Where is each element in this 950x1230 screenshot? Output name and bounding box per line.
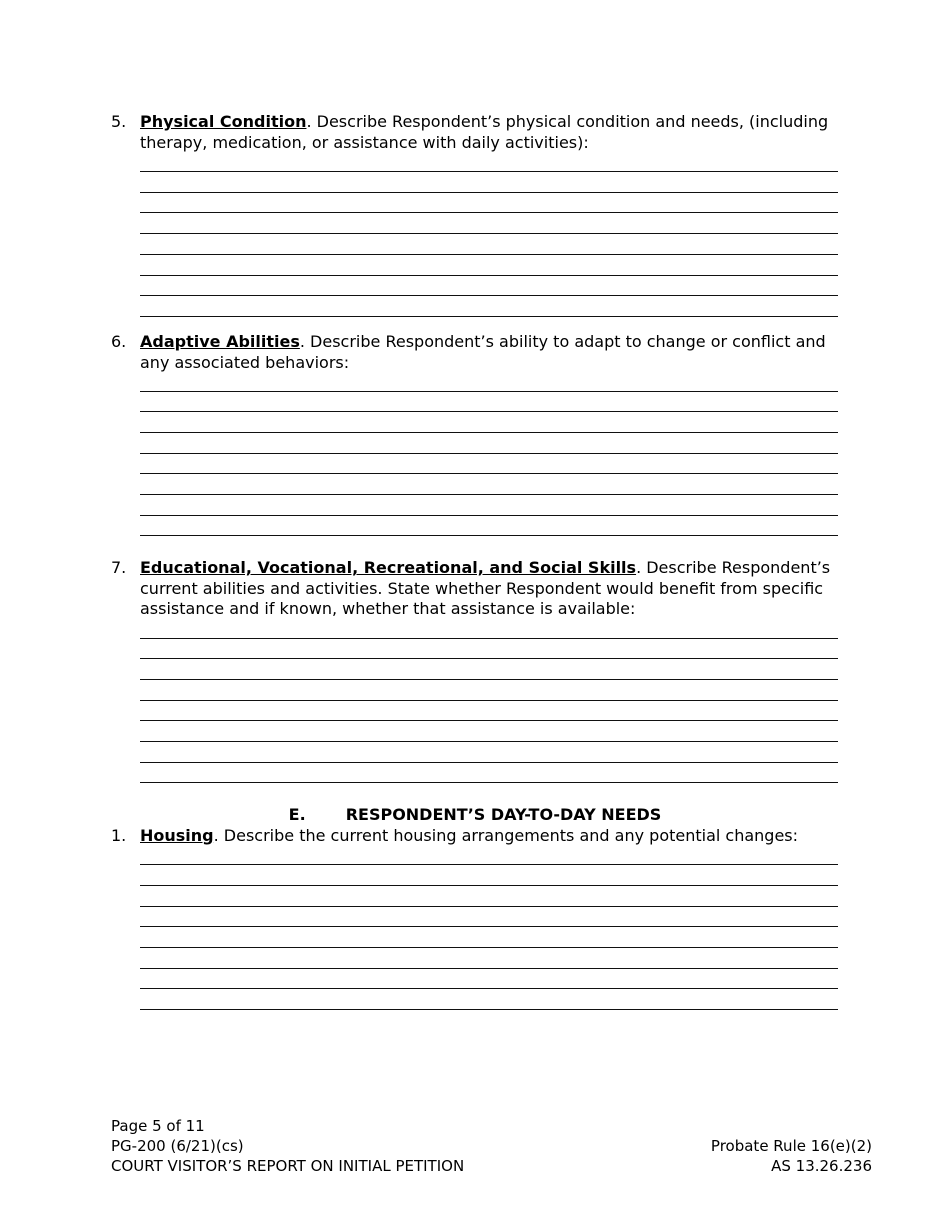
answer-line[interactable] — [140, 275, 838, 276]
question-text: . Describe Respondent’s ability to adapt to change or conflict and any associated behaviors: — [140, 332, 826, 372]
answer-line[interactable] — [140, 295, 838, 296]
question-6 — [111, 332, 841, 373]
question-7 — [111, 558, 841, 620]
footer-right — [711, 1136, 872, 1176]
section-title: RESPONDENT’S DAY-TO-DAY NEEDS — [345, 805, 662, 824]
answer-line[interactable] — [140, 473, 838, 474]
answer-line[interactable] — [140, 762, 838, 763]
answer-line[interactable] — [140, 679, 838, 680]
form-code: PG-200 (6/21)(cs) — [111, 1137, 244, 1155]
question-title: Educational, Vocational, Recreational, and Social Skills — [140, 558, 637, 577]
probate-rule: Probate Rule 16(e)(2) — [710, 1137, 872, 1155]
answer-line[interactable] — [140, 453, 838, 454]
footer-left — [111, 1116, 464, 1176]
answer-line[interactable] — [140, 700, 838, 701]
page-number: Page 5 of 11 — [111, 1117, 205, 1135]
question-number: 7. — [111, 558, 127, 577]
answer-line[interactable] — [140, 1009, 838, 1010]
question-title: Adaptive Abilities — [140, 332, 300, 351]
question-number: 5. — [111, 112, 127, 131]
answer-line[interactable] — [140, 233, 838, 234]
question-title: Physical Condition — [140, 112, 307, 131]
answer-line[interactable] — [140, 885, 838, 886]
answer-line[interactable] — [140, 254, 838, 255]
question-number: 1. — [111, 826, 127, 845]
answer-line[interactable] — [140, 171, 838, 172]
answer-line[interactable] — [140, 638, 838, 639]
answer-line[interactable] — [140, 968, 838, 969]
answer-line[interactable] — [140, 741, 838, 742]
answer-line[interactable] — [140, 515, 838, 516]
answer-line[interactable] — [140, 864, 838, 865]
question-text: . Describe the current housing arrangements and any potential changes: — [213, 826, 799, 845]
answer-line[interactable] — [140, 212, 838, 213]
answer-line[interactable] — [140, 192, 838, 193]
statute: AS 13.26.236 — [771, 1157, 872, 1175]
answer-line[interactable] — [140, 432, 838, 433]
answer-line[interactable] — [140, 411, 838, 412]
answer-line[interactable] — [140, 782, 838, 783]
question-5 — [111, 112, 841, 153]
form-title: COURT VISITOR’S REPORT ON INITIAL PETITION — [111, 1157, 465, 1175]
section-heading — [0, 805, 950, 824]
question-text: . Describe Respondent’s current abilities and activities. State whether Respondent would benefit from specific assistance and if known, whether that assistance is available: — [140, 558, 831, 618]
question-housing — [111, 826, 841, 847]
question-number: 6. — [111, 332, 127, 351]
answer-line[interactable] — [140, 988, 838, 989]
answer-line[interactable] — [140, 926, 838, 927]
answer-line[interactable] — [140, 494, 838, 495]
answer-line[interactable] — [140, 316, 838, 317]
answer-line[interactable] — [140, 391, 838, 392]
question-text: . Describe Respondent’s physical condition and needs, (including therapy, medication, or assistance with daily activities): — [140, 112, 829, 152]
answer-line[interactable] — [140, 906, 838, 907]
section-letter: E. — [288, 805, 306, 824]
answer-line[interactable] — [140, 947, 838, 948]
answer-line[interactable] — [140, 658, 838, 659]
answer-line[interactable] — [140, 720, 838, 721]
question-title: Housing — [140, 826, 214, 845]
answer-line[interactable] — [140, 535, 838, 536]
